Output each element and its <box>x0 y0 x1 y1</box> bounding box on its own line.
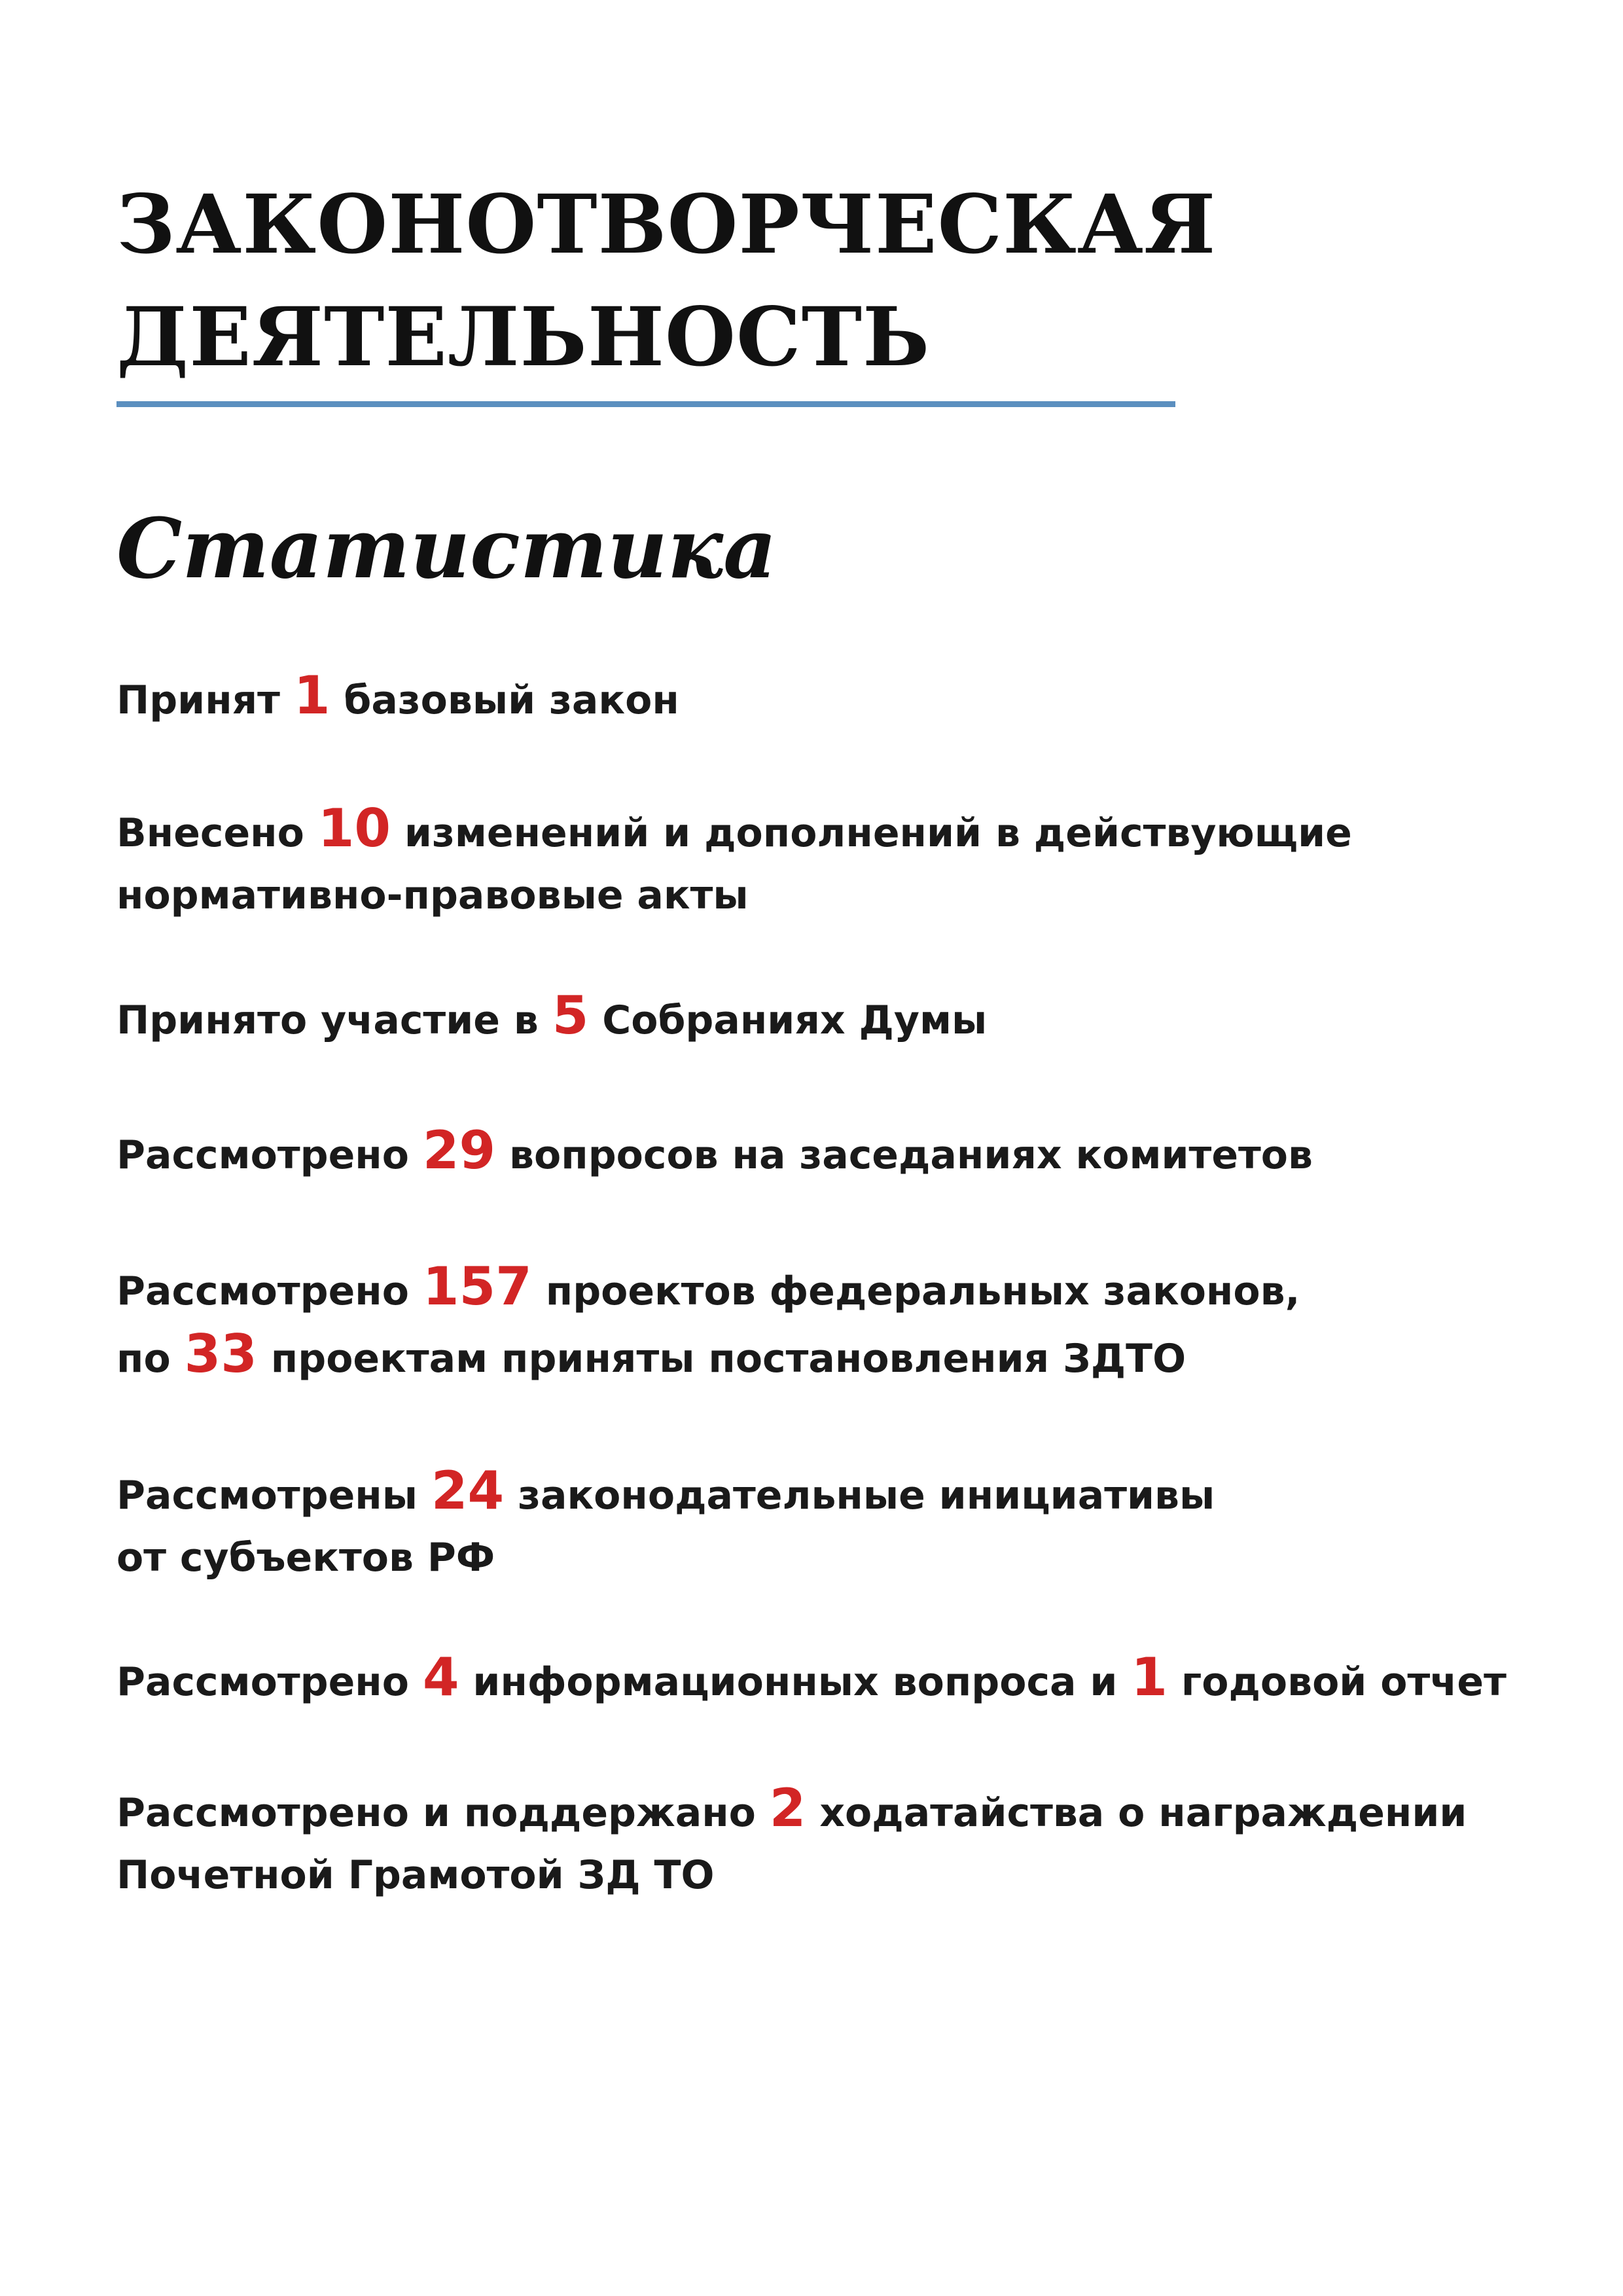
stat-text: проектов федеральных законов, <box>531 1268 1300 1314</box>
stat-item-6 <box>116 1460 1215 1589</box>
stat-line <box>116 1255 1300 1323</box>
stat-text: Рассмотрено <box>116 1659 423 1705</box>
page-title-line-1: ЗАКОНОТВОРЧЕСКАЯ <box>116 177 1217 272</box>
stat-text: изменений и дополнений в действующие <box>391 810 1352 856</box>
stat-text: Принято участие в <box>116 997 552 1043</box>
stat-item-7 <box>116 1646 1507 1713</box>
stat-line <box>116 797 1352 865</box>
stat-line <box>116 984 987 1052</box>
stat-text: Собраниях Думы <box>588 997 988 1043</box>
stat-line <box>116 664 679 732</box>
stat-item-8 <box>116 1777 1467 1907</box>
stat-number: 5 <box>552 985 589 1046</box>
stat-text: Рассмотрено и поддержано <box>116 1790 770 1836</box>
stat-item-5 <box>116 1255 1300 1390</box>
stat-text: базовый закон <box>330 677 679 723</box>
stat-line <box>116 1323 1300 1390</box>
stat-text: от субъектов РФ <box>116 1535 495 1581</box>
stat-text: вопросов на заседаниях комитетов <box>495 1132 1313 1178</box>
stat-text: информационных вопроса и <box>459 1659 1132 1705</box>
stat-text: Принят <box>116 677 294 723</box>
stat-item-1 <box>116 664 679 732</box>
stat-number: 1 <box>1131 1647 1168 1708</box>
stat-number: 33 <box>184 1323 257 1384</box>
stat-number: 29 <box>422 1120 496 1181</box>
stat-text: по <box>116 1336 185 1382</box>
stat-number: 10 <box>317 798 391 859</box>
section-subtitle: Статистика <box>116 500 777 597</box>
stat-item-4 <box>116 1119 1313 1187</box>
stat-text: Рассмотрено <box>116 1132 423 1178</box>
stat-number: 24 <box>431 1460 505 1521</box>
stat-number: 4 <box>422 1647 459 1708</box>
stat-text: Почетной Грамотой ЗД ТО <box>116 1852 715 1898</box>
stat-text: годовой отчет <box>1167 1659 1507 1705</box>
stat-line <box>116 1844 1467 1907</box>
stat-line <box>116 1646 1507 1713</box>
stat-item-2 <box>116 797 1352 927</box>
stat-text: Внесено <box>116 810 318 856</box>
stat-line <box>116 1460 1215 1527</box>
stat-text: ходатайства о награждении <box>806 1790 1467 1836</box>
stat-text: законодательные инициативы <box>504 1473 1215 1518</box>
stat-number: 157 <box>422 1256 532 1317</box>
stat-line <box>116 1527 1215 1589</box>
stat-number: 1 <box>293 665 330 726</box>
stat-line <box>116 1777 1467 1844</box>
stat-item-3 <box>116 984 987 1052</box>
title-underline <box>116 401 1175 407</box>
stat-text: нормативно-правовые акты <box>116 872 749 918</box>
stat-text: проектам приняты постановления ЗДТО <box>257 1336 1186 1382</box>
stat-text: Рассмотрено <box>116 1268 423 1314</box>
page-title <box>116 169 1216 394</box>
stat-text: Рассмотрены <box>116 1473 431 1518</box>
stat-line <box>116 865 1352 927</box>
stat-line <box>116 1119 1313 1187</box>
page-title-line-2: ДЕЯТЕЛЬНОСТЬ <box>116 290 931 385</box>
stat-number: 2 <box>769 1778 806 1839</box>
